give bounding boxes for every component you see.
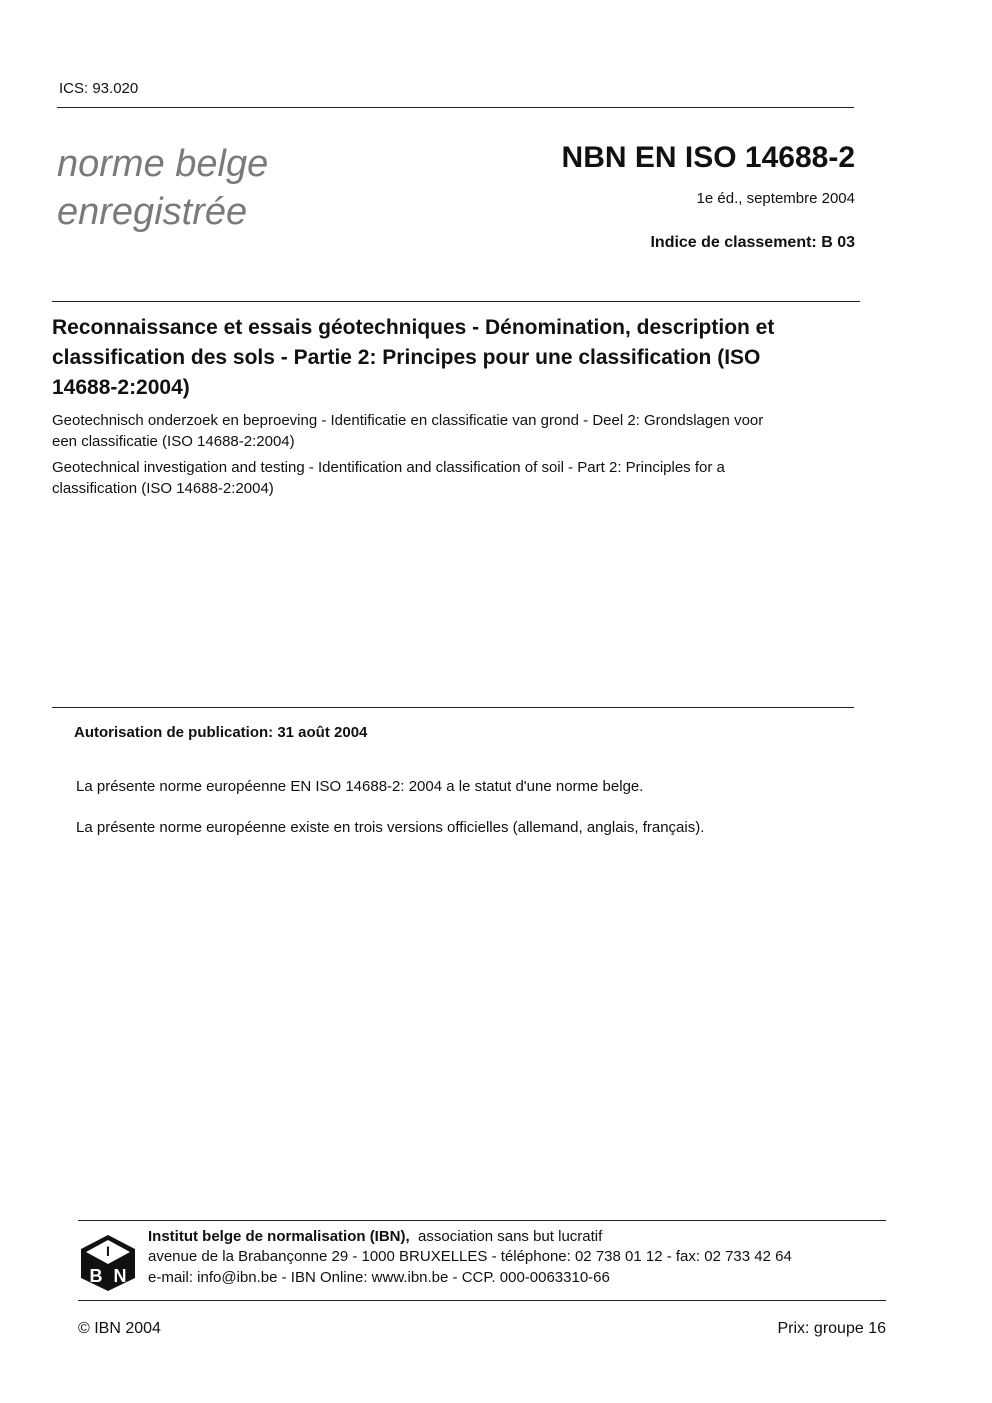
registered-label-line1: norme belge — [57, 143, 269, 185]
footer-top-divider — [78, 1220, 886, 1221]
svg-text:B: B — [89, 1266, 103, 1286]
publication-authorization: Autorisation de publication: 31 août 2004 — [74, 724, 368, 741]
ics-code: ICS: 93.020 — [59, 80, 139, 97]
standard-number: NBN EN ISO 14688-2 — [561, 141, 855, 174]
classification-index: Indice de classement: B 03 — [650, 234, 855, 251]
title-english-line1: Geotechnical investigation and testing - Identification and classification of soil - Part 2: Principles for a — [52, 459, 725, 476]
copyright-notice: © IBN 2004 — [78, 1320, 161, 1337]
ibn-logo-icon — [80, 1234, 136, 1292]
svg-text:I: I — [106, 1243, 110, 1259]
title-divider — [52, 301, 860, 302]
edition-date: 1e éd., septembre 2004 — [696, 190, 855, 207]
svg-text:N: N — [113, 1266, 127, 1286]
org-name: Institut belge de normalisation (IBN), — [148, 1228, 410, 1245]
org-identity — [148, 1228, 602, 1245]
org-contact: e-mail: info@ibn.be - IBN Online: www.ibn.be - CCP. 000-0063310-66 — [148, 1269, 610, 1286]
title-english — [52, 457, 852, 499]
org-address: avenue de la Brabançonne 29 - 1000 BRUXELLES - téléphone: 02 738 01 12 - fax: 02 733 42 64 — [148, 1248, 792, 1265]
title-dutch — [52, 410, 852, 452]
title-french — [52, 313, 867, 403]
footer-bottom-divider — [78, 1300, 886, 1301]
registered-standard-label — [57, 140, 268, 236]
title-english-line2: classification (ISO 14688-2:2004) — [52, 480, 274, 497]
title-french-line3: 14688-2:2004) — [52, 376, 190, 399]
header-divider — [57, 107, 854, 108]
versions-paragraph: La présente norme européenne existe en trois versions officielles (allemand, anglais, français). — [76, 819, 705, 836]
title-french-line1: Reconnaissance et essais géotechniques - Dénomination, description et — [52, 316, 775, 339]
title-dutch-line2: een classificatie (ISO 14688-2:2004) — [52, 433, 295, 450]
price-group: Prix: groupe 16 — [777, 1320, 886, 1337]
body-divider — [52, 707, 854, 708]
status-paragraph: La présente norme européenne EN ISO 14688-2: 2004 a le statut d'une norme belge. — [76, 778, 644, 795]
registered-label-line2: enregistrée — [57, 191, 248, 233]
org-type: association sans but lucratif — [418, 1228, 603, 1245]
title-french-line2: classification des sols - Partie 2: Principes pour une classification (ISO — [52, 346, 761, 369]
title-dutch-line1: Geotechnisch onderzoek en beproeving - Identificatie en classificatie van grond - Deel 2: Grondslagen voor — [52, 412, 764, 429]
